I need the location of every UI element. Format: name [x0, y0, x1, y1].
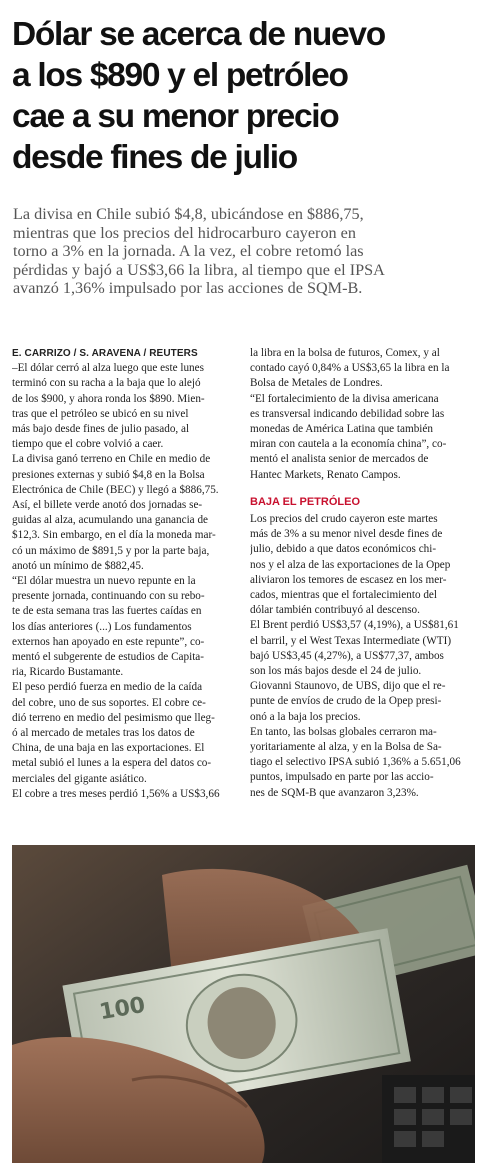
body-text-line: julio, debido a que datos económicos chi- — [250, 543, 437, 556]
body-text-line: los días anteriores (...) Los fundamentos — [12, 620, 192, 633]
body-text-line: El Brent perdió US$3,57 (4,19%), a US$81,61 — [250, 619, 459, 632]
body-text-line: la libra en la bolsa de futuros, Comex, y al — [250, 347, 440, 359]
body-text-line: La divisa ganó terreno en Chile en medio de — [12, 453, 211, 466]
body-text-line: Los precios del crudo cayeron este martes — [250, 513, 438, 526]
body-text-line: más bajo desde fines de julio pasado, al — [12, 423, 190, 435]
body-text-line: nos y el alza de las exportaciones de la Opep — [250, 558, 451, 571]
body-text-line: “El dólar muestra un nuevo repunte en la — [12, 575, 196, 588]
body-text-line: Hantec Markets, Renato Campos. — [250, 468, 401, 481]
body-text-line: onó a la baja los precios. — [250, 710, 361, 723]
body-column-left — [12, 346, 240, 802]
lead-line: pérdidas y bajó a US$3,66 la libra, al tiempo que el IPSA — [13, 260, 385, 279]
body-text-line: En tanto, las bolsas globales cerraron ma- — [250, 725, 437, 738]
body-text-line: tras que el petróleo se ubicó en su nivel — [12, 407, 189, 420]
body-text-line: puntos, impulsado en parte por las accio- — [250, 771, 434, 784]
body-text-line: Giovanni Staunovo, de UBS, dijo que el re- — [250, 680, 446, 693]
body-text-line: el barril, y el West Texas Intermediate (WTI) — [250, 634, 452, 647]
body-text-line: El cobre a tres meses perdió 1,56% a US$3,66 — [12, 787, 220, 800]
body-text-line: Electrónica de Chile (BEC) y llegó a $886,75. — [12, 483, 219, 496]
headline — [12, 14, 478, 178]
headline-line: desde fines de julio — [12, 139, 297, 176]
body-text-line: del cobre, uno de sus soportes. El cobre ce- — [12, 696, 206, 709]
body-text-line: có un máximo de $891,5 y por la parte baja, — [12, 544, 210, 557]
body-text-line: mentó el subgerente de estudios de Capita- — [12, 651, 204, 664]
body-text-line: presente jornada, continuando con su rebo- — [12, 590, 205, 603]
body-text-line: dólar también contribuyó al descenso. — [250, 604, 420, 617]
body-text-line: Así, el billete verde anotó dos jornadas se- — [12, 499, 203, 512]
body-text-line: aliviaron los temores de escasez en los mer- — [250, 573, 447, 586]
banknote-label: 100 — [97, 992, 148, 1026]
section-subhead: BAJA EL PETRÓLEO — [250, 495, 361, 508]
headline-line: a los $890 y el petróleo — [12, 57, 348, 94]
article-photo — [12, 845, 475, 1163]
body-column-right-part-a — [250, 346, 478, 483]
body-text-line: “El fortalecimiento de la divisa americana — [250, 392, 439, 405]
lead-line: La divisa en Chile subió $4,8, ubicándose en $886,75, — [13, 205, 364, 223]
body-text-line: metal subió el lunes a la espera del datos co- — [12, 757, 212, 770]
lead-paragraph — [13, 205, 475, 298]
body-text-line: yoritariamente al alza, y en la Bolsa de Sa- — [250, 741, 442, 754]
body-text-line: tiago el selectivo IPSA subió 1,36% a 5.651,06 — [250, 756, 461, 769]
body-text-line: terminó con su racha a la baja que lo alejó — [12, 377, 201, 390]
body-text-line: ó al mercado de metales tras los datos de — [12, 727, 195, 740]
body-text-line: tiempo que el cobre volvió a caer. — [12, 438, 164, 451]
body-text-line: bajó US$3,45 (4,27%), a US$77,37, ambos — [250, 649, 444, 662]
body-text-line: cados, mientras que el fortalecimiento del — [250, 589, 438, 602]
body-text-line: externos han apoyado en este repunte”, co- — [12, 635, 205, 648]
body-text-line: El peso perdió fuerza en medio de la caída — [12, 681, 203, 694]
body-text-line: te de esta semana tras las fuertes caídas en — [12, 605, 202, 618]
body-text-line: punte de envíos de crudo de la Opep presi- — [250, 695, 442, 708]
body-text-line: –El dólar cerró al alza luego que este lunes — [12, 362, 204, 375]
body-text-line: China, de una baja en las exportaciones. El — [12, 742, 205, 755]
body-text-line: de los $900, y ahora ronda los $890. Mien- — [12, 392, 205, 405]
headline-line: Dólar se acerca de nuevo — [12, 16, 385, 53]
body-text-line: miran con cautela a la economía china”, co- — [250, 438, 447, 451]
body-text-line: mentó el analista senior de mercados de — [250, 453, 429, 466]
body-text-line: son los más bajos desde el 24 de julio. — [250, 665, 422, 678]
body-text-line: anotó un mínimo de $882,45. — [12, 559, 144, 572]
body-text-line: dió terreno en medio del pesimismo que lleg- — [12, 711, 215, 724]
body-text-line: ria, Ricardo Bustamante. — [12, 666, 124, 679]
headline-line: cae a su menor precio — [12, 98, 339, 135]
body-column-right — [250, 346, 478, 801]
body-text-line: más de 3% a su menor nivel desde fines de — [250, 528, 443, 541]
body-text-line: es transversal indicando debilidad sobre las — [250, 407, 445, 420]
body-text-line: $12,3. Sin embargo, en el día la moneda mar- — [12, 529, 216, 542]
lead-line: torno a 3% en la jornada. A la vez, el cobre retomó las — [13, 242, 364, 261]
body-column-right-part-b — [250, 512, 478, 801]
body-text-line: contado cayó 0,84% a US$3,65 la libra en la — [250, 362, 450, 375]
body-text-line: presiones externas y subió $4,8 en la Bolsa — [12, 468, 205, 481]
lead-line: mientras que los precios del hidrocarburo cayeron en — [13, 223, 356, 242]
body-text-line: nes de SQM-B que avanzaron 3,23%. — [250, 786, 419, 799]
banknotes-photo-icon — [12, 845, 475, 1163]
byline: E. CARRIZO / S. ARAVENA / REUTERS — [12, 348, 198, 359]
body-text-line: monedas de América Latina que también — [250, 423, 433, 436]
lead-line: avanzó 1,36% impulsado por las acciones de SQM-B. — [13, 279, 363, 298]
body-text-line: merciales del gigante asiático. — [12, 772, 147, 785]
body-text-line: guidas al alza, acumulando una ganancia de — [12, 514, 209, 527]
body-text-line: Bolsa de Metales de Londres. — [250, 377, 383, 390]
